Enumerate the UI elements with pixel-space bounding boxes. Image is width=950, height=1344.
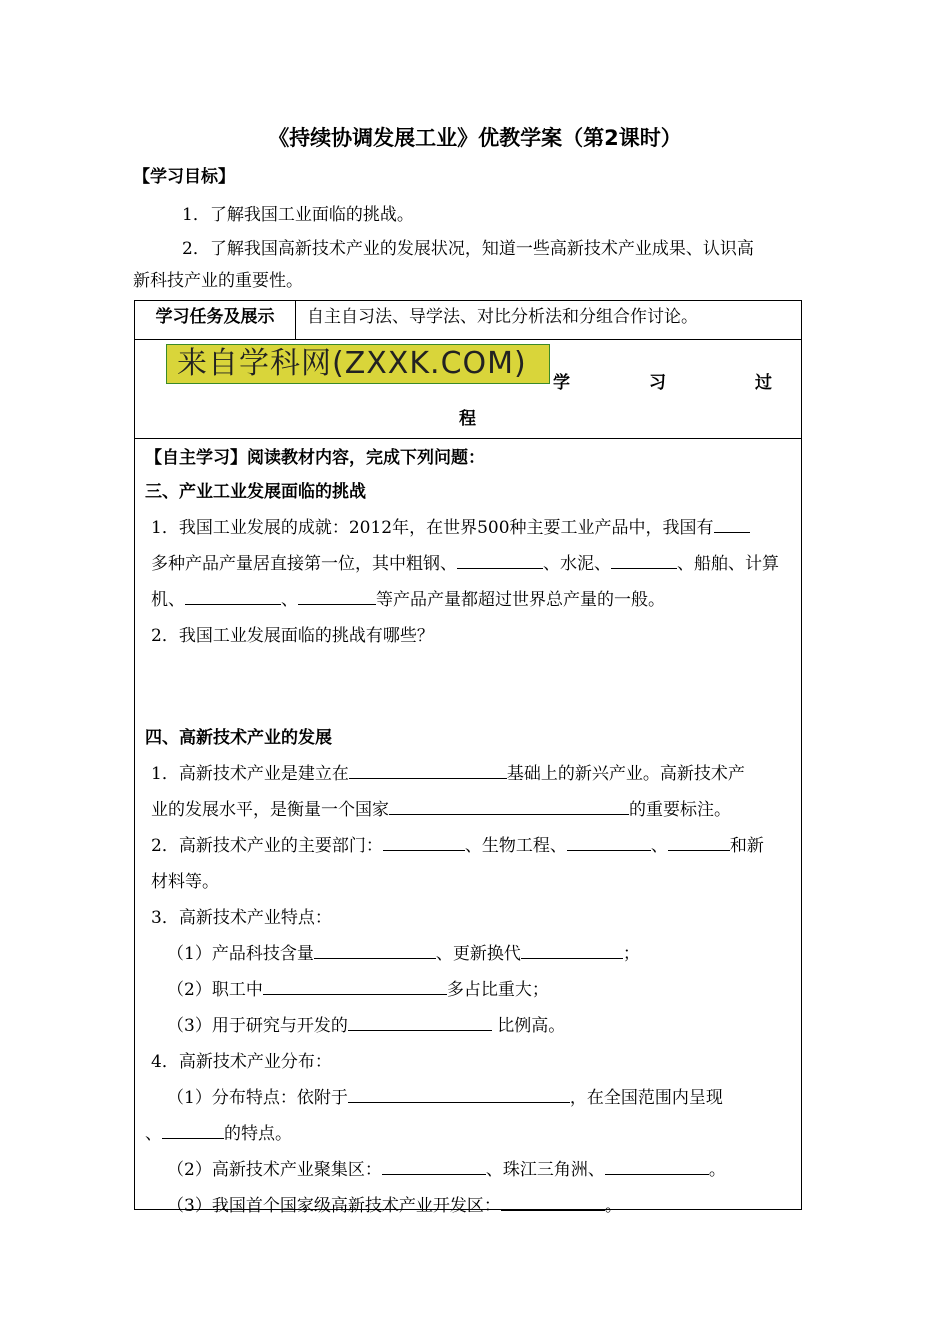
s3-item2: 2．我国工业发展面临的挑战有哪些？ xyxy=(151,626,434,646)
s4-item1-line2 xyxy=(151,795,731,820)
s4-text: 比例高。 xyxy=(491,1016,566,1036)
s4-text: 1．高新技术产业是建立在 xyxy=(151,764,349,784)
s4-item4-3 xyxy=(167,1191,622,1216)
s4-text: 基础上的新兴产业。高新技术产 xyxy=(506,764,745,784)
s4-item3-1 xyxy=(167,939,640,964)
goal-item-1: 1．了解我国工业面临的挑战。 xyxy=(182,205,414,225)
s4-text: 、更新换代 xyxy=(435,944,521,964)
s4-item4-1-cont xyxy=(145,1119,292,1144)
blank[interactable] xyxy=(501,1193,605,1211)
s3-text: 、水泥、 xyxy=(543,554,611,574)
process-char-2: 习 xyxy=(649,373,666,393)
lesson-table xyxy=(134,300,802,1216)
page-title: 《持续协调发展工业》优教学案（第2课时） xyxy=(268,126,682,150)
intro-line: 【自主学习】阅读教材内容，完成下列问题： xyxy=(145,448,485,468)
s4-item3-3 xyxy=(167,1011,565,1036)
s4-item4-2 xyxy=(167,1155,726,1180)
blank[interactable] xyxy=(349,761,507,779)
s3-item1-line3 xyxy=(151,585,665,610)
blank[interactable] xyxy=(714,515,750,533)
task-value: 自主自习法、导学法、对比分析法和分组合作讨论。 xyxy=(307,307,698,327)
s4-text: 。 xyxy=(604,1196,622,1216)
blank[interactable] xyxy=(668,833,730,851)
s4-text: ，在全国范围内呈现 xyxy=(569,1088,723,1108)
process-char-1: 学 xyxy=(553,373,570,393)
blank[interactable] xyxy=(521,941,623,959)
process-char-4: 程 xyxy=(459,409,476,429)
goals-heading: 【学习目标】 xyxy=(133,167,235,187)
s4-text: （3）用于研究与开发的 xyxy=(167,1016,348,1036)
s4-text: 和新 xyxy=(729,836,764,856)
watermark-banner: 来自学科网(ZXXK.COM) xyxy=(166,344,550,384)
s3-item1-line1 xyxy=(151,513,750,538)
s4-text: （1）产品科技含量 xyxy=(167,944,314,964)
blank[interactable] xyxy=(382,1157,486,1175)
s4-text: （2）职工中 xyxy=(167,980,263,1000)
task-row xyxy=(135,301,801,340)
s3-text: 机、 xyxy=(151,590,185,610)
task-label: 学习任务及展示 xyxy=(135,301,296,339)
s4-text: 、 xyxy=(145,1124,162,1144)
s3-text: 、船舶、计算 xyxy=(677,554,779,574)
goal-item-2-line1: 2．了解我国高新技术产业的发展状况，知道一些高新技术产业成果、认识高 xyxy=(182,239,754,259)
blank[interactable] xyxy=(185,587,281,605)
goal-item-2-line2: 新科技产业的重要性。 xyxy=(133,271,303,291)
blank[interactable] xyxy=(605,1157,709,1175)
blank[interactable] xyxy=(567,833,651,851)
s4-item4: 4．高新技术产业分布： xyxy=(151,1052,332,1072)
s4-text: 。 xyxy=(708,1160,726,1180)
blank[interactable] xyxy=(383,833,465,851)
s4-text: 的特点。 xyxy=(224,1124,292,1144)
blank[interactable] xyxy=(263,977,447,995)
s4-text: 多占比重大； xyxy=(446,980,549,1000)
s3-text: 多种产品产量居直接第一位，其中粗钢、 xyxy=(151,554,457,574)
s4-text: ； xyxy=(622,944,640,964)
process-row xyxy=(135,340,801,439)
s4-item2-line2: 材料等。 xyxy=(151,872,219,892)
s4-text: （1）分布特点：依附于 xyxy=(167,1088,348,1108)
process-char-3: 过 xyxy=(755,373,772,393)
s4-text: （2）高新技术产业聚集区： xyxy=(167,1160,382,1180)
blank[interactable] xyxy=(314,941,436,959)
blank[interactable] xyxy=(348,1013,492,1031)
s4-text: 、珠江三角洲、 xyxy=(485,1160,605,1180)
blank[interactable] xyxy=(457,551,543,569)
section-4-heading: 四、高新技术产业的发展 xyxy=(145,728,332,748)
blank[interactable] xyxy=(298,587,376,605)
s4-item4-1 xyxy=(167,1083,723,1108)
s3-text: 、 xyxy=(281,590,298,610)
blank[interactable] xyxy=(348,1085,570,1103)
s3-item1-text: 1．我国工业发展的成就：2012年，在世界500种主要工业产品中，我国有 xyxy=(151,518,714,538)
s4-text: （3）我国首个国家级高新技术产业开发区： xyxy=(167,1196,501,1216)
s4-item3: 3．高新技术产业特点： xyxy=(151,908,332,928)
blank[interactable] xyxy=(389,797,629,815)
s4-item2-line1 xyxy=(151,831,764,856)
s3-item1-line2 xyxy=(151,549,779,574)
s4-item3-2 xyxy=(167,975,549,1000)
section-3-heading: 三、产业工业发展面临的挑战 xyxy=(145,482,366,502)
s4-text: 的重要标注。 xyxy=(629,800,731,820)
s3-text: 等产品产量都超过世界总产量的一般。 xyxy=(376,590,665,610)
blank[interactable] xyxy=(611,551,677,569)
s4-text: 业的发展水平，是衡量一个国家 xyxy=(151,800,389,820)
blank[interactable] xyxy=(162,1121,224,1139)
s4-text: 2．高新技术产业的主要部门： xyxy=(151,836,383,856)
s4-text: 、生物工程、 xyxy=(464,836,567,856)
s4-item1-line1 xyxy=(151,759,745,784)
s4-text: 、 xyxy=(650,836,668,856)
